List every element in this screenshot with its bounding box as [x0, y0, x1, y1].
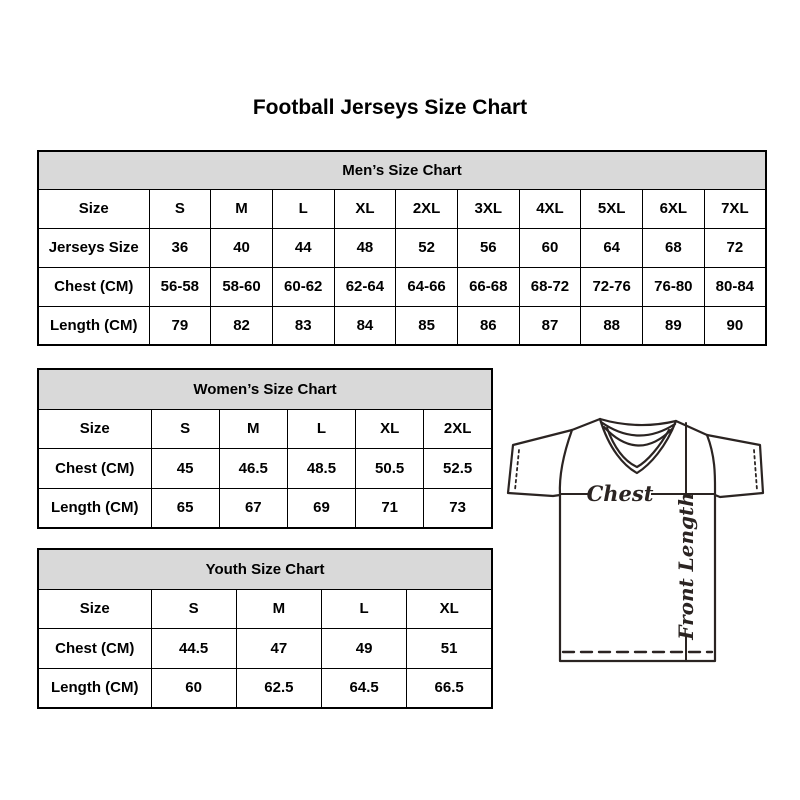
table-row	[38, 668, 492, 708]
table-cell: 48.5	[287, 449, 355, 489]
page-title: Football Jerseys Size Chart	[252, 96, 528, 119]
table-cell: 88	[581, 306, 643, 345]
row-label: Length (CM)	[38, 306, 149, 345]
mens-table-title: Men’s Size Chart	[38, 151, 766, 189]
table-cell: 50.5	[356, 449, 424, 489]
row-label: Chest (CM)	[38, 449, 151, 489]
table-cell: 60-62	[272, 267, 334, 306]
table-cell: XL	[334, 189, 396, 228]
table-cell: 64-66	[396, 267, 458, 306]
table-cell: M	[211, 189, 273, 228]
table-cell: 3XL	[457, 189, 519, 228]
table-cell: 68-72	[519, 267, 581, 306]
table-cell: S	[151, 409, 219, 449]
youth-size-table	[37, 548, 493, 709]
table-cell: 5XL	[581, 189, 643, 228]
table-header-row	[38, 549, 492, 589]
table-cell: 66.5	[407, 668, 492, 708]
row-label: Length (CM)	[38, 488, 151, 528]
table-cell: 64	[581, 228, 643, 267]
table-cell: 79	[149, 306, 211, 345]
table-cell: 68	[643, 228, 705, 267]
table-row	[38, 306, 766, 345]
table-row	[38, 267, 766, 306]
table-cell: 90	[704, 306, 766, 345]
table-cell: 56	[457, 228, 519, 267]
table-cell: 83	[272, 306, 334, 345]
table-cell: 48	[334, 228, 396, 267]
front-length-label: Front Length	[674, 492, 698, 640]
table-cell: 7XL	[704, 189, 766, 228]
table-cell: 6XL	[643, 189, 705, 228]
table-cell: 44	[272, 228, 334, 267]
table-row	[38, 488, 492, 528]
row-label: Size	[38, 409, 151, 449]
table-cell: 52	[396, 228, 458, 267]
table-cell: 62-64	[334, 267, 396, 306]
table-cell: 89	[643, 306, 705, 345]
table-row	[38, 589, 492, 629]
front-length-label-group	[674, 492, 698, 641]
table-cell: 85	[396, 306, 458, 345]
table-cell: 72-76	[581, 267, 643, 306]
table-cell: S	[151, 589, 236, 629]
table-cell: 46.5	[219, 449, 287, 489]
table-row	[38, 449, 492, 489]
table-row	[38, 228, 766, 267]
table-cell: 2XL	[424, 409, 492, 449]
table-cell: 52.5	[424, 449, 492, 489]
table-cell: 2XL	[396, 189, 458, 228]
table-cell: 82	[211, 306, 273, 345]
table-cell: 66-68	[457, 267, 519, 306]
table-cell: 64.5	[322, 668, 407, 708]
table-cell: 44.5	[151, 629, 236, 669]
table-cell: 62.5	[236, 668, 321, 708]
table-cell: 47	[236, 629, 321, 669]
table-header-row	[38, 369, 492, 409]
table-cell: 51	[407, 629, 492, 669]
table-cell: L	[287, 409, 355, 449]
jersey-measurement-diagram	[505, 403, 777, 667]
row-label: Chest (CM)	[38, 267, 149, 306]
row-label: Length (CM)	[38, 668, 151, 708]
table-cell: S	[149, 189, 211, 228]
womens-table-title: Women’s Size Chart	[38, 369, 492, 409]
table-cell: 84	[334, 306, 396, 345]
table-row	[38, 629, 492, 669]
row-label: Size	[38, 189, 149, 228]
table-cell: 69	[287, 488, 355, 528]
mens-size-table	[37, 150, 767, 346]
table-row	[38, 189, 766, 228]
table-row	[38, 409, 492, 449]
table-cell: XL	[356, 409, 424, 449]
table-cell: XL	[407, 589, 492, 629]
table-header-row	[38, 151, 766, 189]
youth-table-title: Youth Size Chart	[38, 549, 492, 589]
table-cell: 58-60	[211, 267, 273, 306]
table-cell: 60	[151, 668, 236, 708]
table-cell: 65	[151, 488, 219, 528]
table-cell: 49	[322, 629, 407, 669]
table-cell: M	[236, 589, 321, 629]
table-cell: M	[219, 409, 287, 449]
chest-label: Chest	[586, 481, 654, 506]
table-cell: 40	[211, 228, 273, 267]
table-cell: 86	[457, 306, 519, 345]
table-cell: 67	[219, 488, 287, 528]
table-cell: 87	[519, 306, 581, 345]
row-label: Chest (CM)	[38, 629, 151, 669]
table-cell: 56-58	[149, 267, 211, 306]
womens-size-table	[37, 368, 493, 529]
table-cell: 76-80	[643, 267, 705, 306]
table-cell: 72	[704, 228, 766, 267]
table-cell: L	[272, 189, 334, 228]
row-label: Size	[38, 589, 151, 629]
table-cell: 71	[356, 488, 424, 528]
table-cell: 60	[519, 228, 581, 267]
table-cell: 4XL	[519, 189, 581, 228]
table-cell: 45	[151, 449, 219, 489]
table-cell: 73	[424, 488, 492, 528]
table-cell: 80-84	[704, 267, 766, 306]
table-cell: 36	[149, 228, 211, 267]
row-label: Jerseys Size	[38, 228, 149, 267]
table-cell: L	[322, 589, 407, 629]
